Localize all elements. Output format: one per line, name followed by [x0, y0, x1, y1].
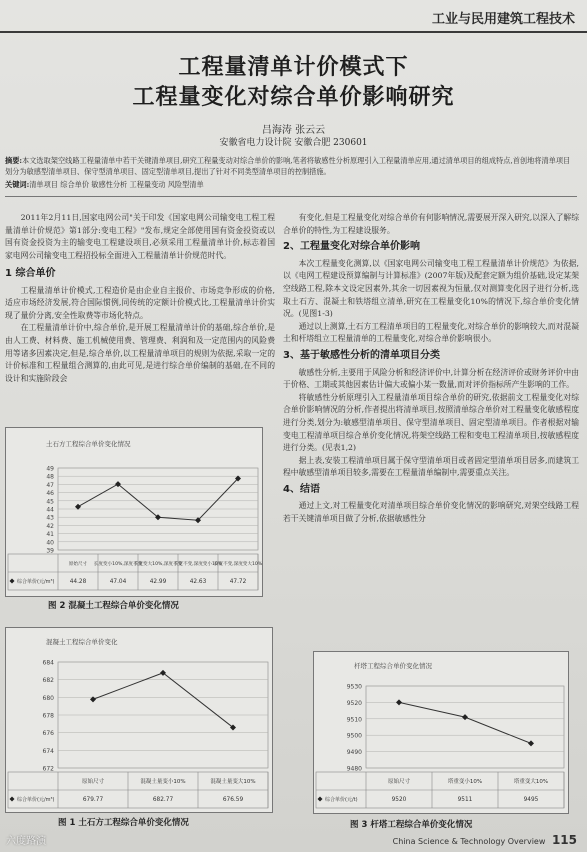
intro-text: 2011年2月11日,国家电网公司"关于印发《国家电网公司输变电工程工程量清单计价规范》第1部分:变电工程》"发布,规定全部使用国有资金投资或以国有资金投资为主的输变电工程建设项目,必须采用工程量清单计价,标志着国家电网公司输变电工程招投标全面进入工程量清单计价规范时代。 — [5, 213, 275, 260]
affiliation: 安徽省电力设计院 安徽合肥 230601 — [219, 138, 368, 148]
y-tick-label: 9510 — [346, 716, 362, 724]
y-tick-label: 684 — [42, 659, 54, 667]
intro-paragraph — [5, 212, 275, 262]
figure-3-caption: 图 3 杆塔工程综合单价变化情况 — [350, 820, 473, 830]
y-tick-label: 9530 — [346, 683, 362, 691]
legend-label: 综合单价(元/m³) — [17, 797, 55, 803]
chart-title: 杆塔工程综合单价变化情况 — [354, 662, 432, 670]
page-footer — [393, 833, 577, 847]
data-point — [396, 699, 402, 705]
y-tick-label: 9500 — [346, 732, 362, 740]
section-2-title: 2、工程量变化对综合单价影响 — [283, 241, 420, 253]
data-point — [462, 714, 468, 720]
section-2-p2: 通过以上测算,土石方工程清单项目的工程量变化,对综合单价的影响较大,而对混凝土和杆塔组立工程量清单的工程量变化,对综合单价影响很小。 — [283, 321, 579, 344]
footer-journal: China Science & Technology Overview — [392, 837, 546, 846]
page-number: 115 — [551, 833, 577, 847]
data-value-label: 47.72 — [229, 579, 247, 585]
series-line — [78, 478, 238, 520]
data-value-label: 47.04 — [109, 579, 127, 585]
right-p0: 有变化,但是工程量变化对综合单价有何影响情况,需要展开深入研究,以深入了解综合单价的特性,为工程建设服务。 — [283, 213, 579, 235]
journal-header: 工业与民用建筑工程技术 — [431, 12, 575, 27]
article-title-line1: 工程量清单计价模式下 — [178, 55, 409, 80]
category-label: 原始尺寸 — [387, 779, 411, 785]
section-3-p1: 敏感性分析,主要用于风险分析和经济评价中,计算分析在经济评价或财务评价中由于价格、工期或其他因素估计偏大或偏小某一数量,而对评价指标所产生影响的工作。 — [283, 367, 579, 390]
legend-marker — [10, 797, 15, 802]
section-3-p2: 将敏感性分析原理引入工程量清单项目综合单价的研究,依据前文工程量变化对综合单价影响情况的分析,作者提出将清单项目,按照清单综合单价对工程量变化敏感程度进行分类,划分为:敏感型清单项目、保守型清单项目、固定型清单项目。作者根据对输变电工程清单项目综合单价变化情况,将架空线路工程和变电工程清单项目,按敏感程度进行分类。(见表1,2) — [283, 392, 579, 453]
y-tick-label: 39 — [46, 547, 54, 555]
series-line — [399, 702, 531, 743]
figure-3-chart — [313, 651, 569, 814]
legend-marker — [318, 797, 323, 802]
section-4-title: 4、结语 — [283, 483, 320, 495]
category-label: 原始尺寸 — [68, 562, 88, 567]
data-point — [528, 740, 534, 746]
watermark: 六度路演 — [6, 836, 46, 847]
authors: 吕海涛 张云云 — [261, 125, 326, 136]
category-label: 混凝土量变大10% — [210, 779, 256, 785]
category-label: 长宽不变,深度变小10% — [173, 562, 223, 567]
series-line — [93, 673, 233, 728]
section-1-p1: 工程量清单计价模式,工程造价是由企业自主报价、市场竞争形成的价格,适应市场经济发展,符合国际惯例,同传统的定额计价模式比,工程量清单计价实现了量价分离,安全性取费等市场化特点。 — [5, 285, 275, 320]
chart-title: 土石方工程综合单价变化情况 — [46, 440, 131, 448]
y-tick-label: 44 — [46, 506, 54, 514]
figure-1-chart — [5, 627, 273, 813]
category-label: 长度变小10%,深度不变 — [93, 562, 143, 567]
data-value-label: 9511 — [457, 797, 473, 803]
section-4-p1: 通过上文,对工程量变化对清单项目综合单价变化情况的影响研究,对架空线路工程若干关键清单项目做了分析,依据敏感性分 — [283, 501, 579, 524]
y-tick-label: 676 — [42, 730, 54, 738]
chart-title: 混凝土工程综合单价变化 — [46, 638, 118, 646]
header-rule — [0, 31, 587, 33]
y-tick-label: 9490 — [346, 749, 362, 757]
article-title-line2: 工程量变化对综合单价影响研究 — [132, 85, 455, 110]
figure-2-svg — [6, 428, 264, 598]
y-tick-label: 49 — [46, 465, 54, 473]
y-tick-label: 40 — [46, 539, 54, 547]
y-tick-label: 9480 — [346, 765, 362, 773]
keywords — [5, 180, 577, 190]
section-2-p1: 本次工程量变化测算,以《国家电网公司输变电工程工程量清单计价规范》为依据,以《电网工程建设预算编制与计算标准》(2007年版)及配套定额为组价基础,设定某架空线路工程,除本文设定因素外,其余一切因素视为恒量,仅对测算变化因子进行分析,选取土石方、混凝土和铁塔组立清单,研究在工程量变化10%的情况下,综合单价变化情况。(见图1-3) — [283, 258, 579, 319]
data-value-label: 9520 — [391, 797, 407, 803]
section-1-p2: 在工程量清单计价中,综合单价,是开展工程量清单计价的基础,综合单价,是由人工费、材料费、施工机械使用费、管理费、利润和及一定范围内的风险费用等诸多因素决定,但是,综合单价,以工程量清单项目的规则为依据,采取一定的计价标准和工程量组合测算的,由此可见,是进行综合单价编制的基础,在不同的设计和实施阶段会 — [5, 323, 275, 383]
category-label: 塔重变小10% — [447, 779, 483, 785]
category-label: 原始尺寸 — [81, 779, 105, 785]
data-value-label: 676.59 — [222, 797, 244, 803]
y-tick-label: 45 — [46, 498, 54, 506]
y-tick-label: 672 — [42, 765, 54, 773]
category-label: 长宽不变,深度变大10% — [213, 562, 263, 567]
category-label: 塔重变大10% — [513, 779, 549, 785]
abstract-label: 摘要: — [5, 156, 23, 165]
section-1-title: 1 综合单价 — [5, 268, 56, 279]
legend-marker — [10, 579, 15, 584]
data-value-label: 42.63 — [189, 579, 207, 585]
figure-2-caption: 图 2 混凝土工程综合单价变化情况 — [48, 601, 179, 611]
legend-label: 综合单价(元/m³) — [17, 579, 55, 585]
section-3-title: 3、基于敏感性分析的清单项目分类 — [283, 349, 440, 361]
y-tick-label: 9520 — [346, 699, 362, 707]
y-tick-label: 48 — [46, 473, 54, 481]
abstract-divider — [5, 196, 577, 197]
abstract — [5, 155, 577, 177]
y-tick-label: 41 — [46, 531, 54, 539]
figure-2-chart — [5, 427, 263, 597]
data-value-label: 682.77 — [152, 797, 174, 803]
y-tick-label: 674 — [42, 747, 54, 755]
abstract-text: 本文选取架空线路工程量清单中若干关键清单项目,研究工程量变动对综合单价的影响,笔者将敏感性分析原理引入工程量清单应用,通过清单项目的组成特点,首创地将清单项目划分为敏感型清单项目、保守型清单项目、固定型清单项目,提出了针对不同类型清单项目的控制措施。 — [5, 156, 571, 176]
data-value-label: 679.77 — [82, 797, 104, 803]
section-3-p3: 据上表,安装工程清单项目属于保守型清单项目或者固定型清单项目居多,而建筑工程中敏感型清单项目较多,需要在工程量清单编制中,需要重点关注。 — [283, 455, 579, 478]
y-tick-label: 43 — [46, 514, 54, 522]
data-value-label: 42.99 — [149, 579, 167, 585]
plot-frame — [366, 686, 564, 768]
data-value-label: 44.28 — [69, 579, 87, 585]
legend-label: 综合单价(元/t) — [325, 797, 358, 803]
category-label: 混凝土量变小10% — [140, 779, 186, 785]
y-tick-label: 46 — [46, 490, 54, 498]
y-tick-label: 682 — [42, 677, 54, 685]
y-tick-label: 680 — [42, 694, 54, 702]
y-tick-label: 42 — [46, 522, 54, 530]
section-1 — [5, 264, 275, 385]
y-tick-label: 47 — [46, 481, 54, 489]
y-tick-label: 678 — [42, 712, 54, 720]
keywords-label: 关键词: — [5, 180, 30, 189]
figure-1-caption: 图 1 土石方工程综合单价变化情况 — [58, 818, 189, 828]
right-column — [283, 212, 579, 526]
keywords-text: 清单项目 综合单价 敏感性分析 工程量变动 风险型清单 — [29, 180, 204, 189]
category-label: 长度变大10%,深度不变 — [133, 562, 183, 567]
data-value-label: 9495 — [523, 797, 539, 803]
figure-1-svg — [6, 628, 274, 814]
figure-3-svg — [314, 652, 570, 815]
